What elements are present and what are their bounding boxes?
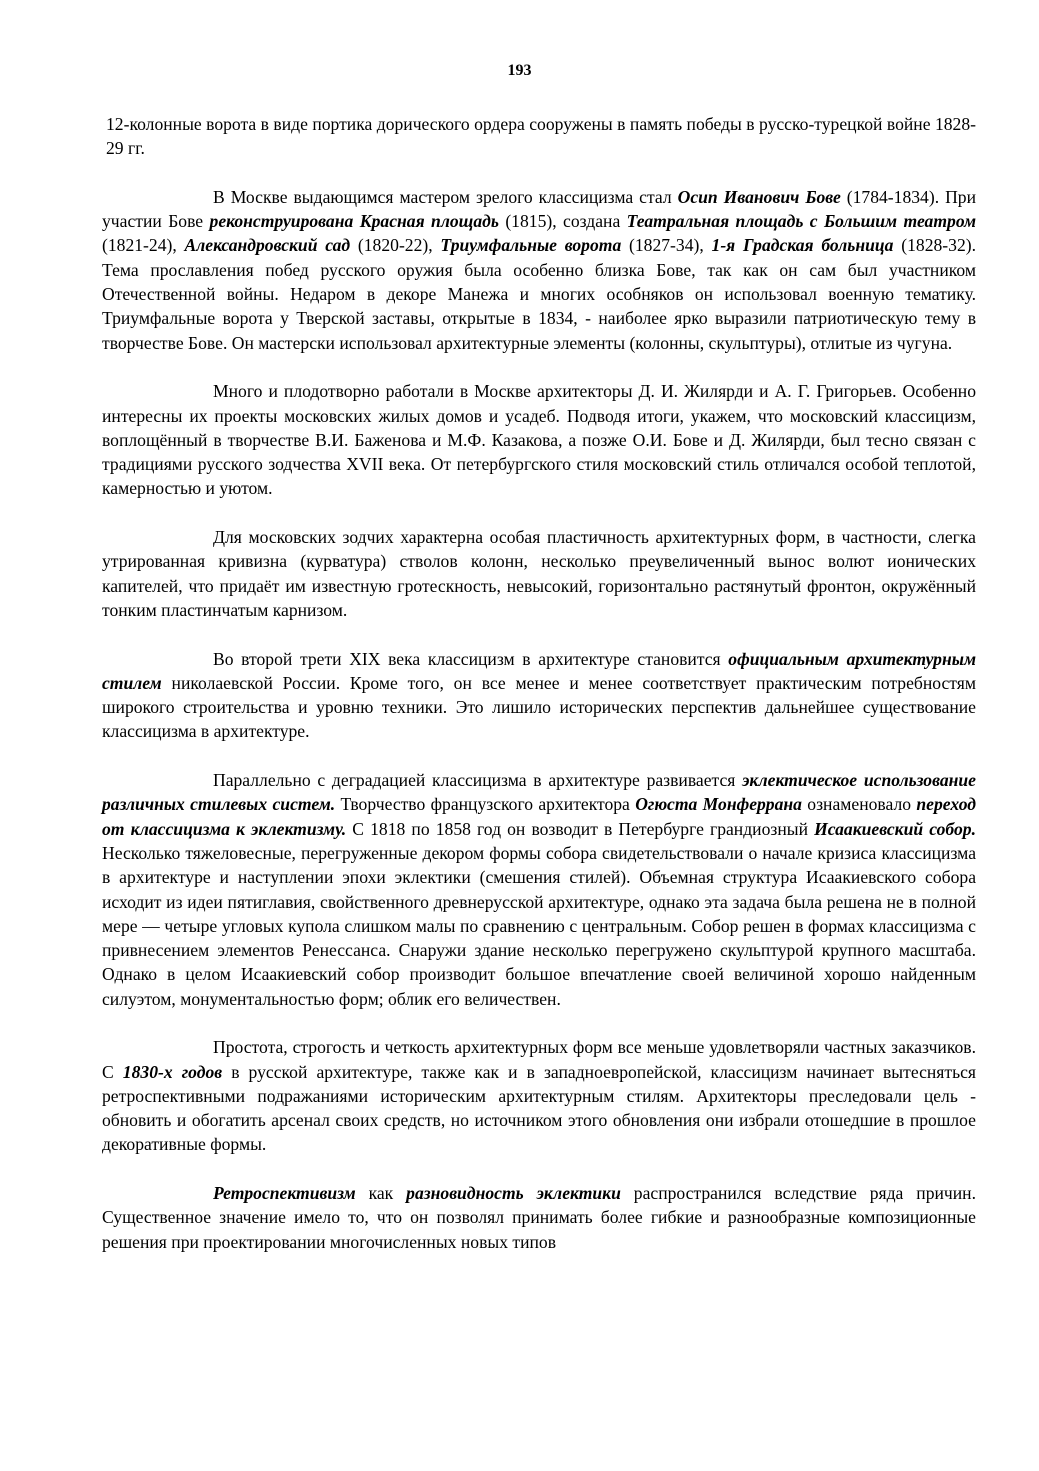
emphasis-term: Театральная площадь с Большим театром — [626, 211, 976, 232]
paragraph — [102, 525, 976, 622]
paragraph — [102, 1035, 976, 1156]
emphasis-term: официальным архитектурным стилем — [102, 648, 976, 693]
text-run: Для московских зодчих характерна особая пластичность архитектурных форм, в частности, слегка утрированная кривизна (курватура) стволов колонн, несколько преувеличенный вынос волют ионических капителей, что придаёт им известную гротескность, невысокий, горизонтально растянутый фронтон, окружённый тонким пластинчатым карнизом. — [102, 527, 976, 620]
paragraph — [102, 1181, 976, 1254]
emphasis-term: 1-я Градская больница — [711, 235, 894, 256]
emphasis-term: разновидность эклектики — [406, 1183, 621, 1204]
text-run: ознаменовало — [801, 794, 917, 815]
emphasis-term: Ретроспективизм — [213, 1183, 356, 1204]
text-run: Параллельно с деградацией классицизма в архитектуре развивается — [213, 770, 743, 791]
paragraph — [102, 647, 976, 744]
emphasis-term: переход от классицизма к эклектизму. — [102, 794, 976, 839]
text-run: Много и плодотворно работали в Москве архитекторы Д. И. Жилярди и А. Г. Григорьев. Особенно интересны их проекты московских жилых домов и усадеб. Подводя итоги, укажем, что московский классицизм, воплощённый в творчестве В.И. Баженова и М.Ф. Казакова, а позже О.И. Бове и Д. Жилярди, был тесно связан с традициями русского зодчества XVII века. От петербургского стиля московский стиль отличался особой теплотой, камерностью и уютом. — [102, 381, 976, 499]
emphasis-term: реконструирована Красная площадь — [209, 211, 499, 232]
text-run: Во второй трети XIX века классицизм в архитектуре становится — [213, 648, 729, 669]
text-run: распространился вследствие ряда причин. Существенное значение имело то, что он позволял принимать более гибкие и разнообразные композиционные решения при проектировании многочисленных новых типов — [102, 1183, 977, 1252]
text-run: в русской архитектуре, также как и в западноевропейской, классицизм начинает вытесняться ретроспективными подражаниями историческим архитектурным стилям. Архитекторы преследовали цель - обновить и обогатить арсенал своих средств, но источником этого обновления они избрали отошедшие в прошлое декоративные формы. — [102, 1061, 976, 1155]
text-run: С 1818 по 1858 год он возводит в Петербурге грандиозный — [346, 818, 815, 839]
paragraph — [102, 768, 976, 1011]
page-number: 193 — [507, 62, 532, 79]
text-run: (1784-1834). При участии Бове — [102, 186, 976, 232]
text-run: (1828-32). Тема прославления побед русского оружия была особенно близка Бове, так как он сам был участником Отечественной войны. Недаром в декоре Манежа и многих особняков он использовал военную тематику. Триумфальные ворота у Тверской заставы, открытые в 1834, - наиболее ярко выразили патриотическую тему в творчестве Бове. Он мастерски использовал архитектурные элементы (колонны, скульптуры), отлитые из чугуна. — [102, 235, 976, 353]
text-run: (1827-34), — [621, 235, 712, 256]
emphasis-term: Осип Иванович Бове — [677, 186, 841, 207]
text-run: Несколько тяжеловесные, перегруженные декором формы собора свидетельствовали о начале кризиса классицизма в архитектуре и наступлении эпохи эклектики (смешения стилей). Объемная структура Исаакиевского собора исходит из идеи пятиглавия, свойственного древнерусской архитектуре, однако эта задача была решена не в полной мере — четыре угловых купола слишком малы по сравнению с центральным. Собор решен в формах классицизма с привнесением элементов Ренессанса. Снаружи здание несколько перегружено скульптурой крупного масштаба. Однако в целом Исаакиевский собор производит большое впечатление своей величиной хорошо найденным силуэтом, монументальностью форм; облик его величествен. — [102, 842, 976, 1009]
document-body — [102, 112, 976, 1278]
emphasis-term: Александровский сад — [184, 235, 351, 256]
text-run: В Москве выдающимся мастером зрелого классицизма стал — [213, 186, 678, 207]
text-run: николаевской России. Кроме того, он все менее и менее соответствует практическим потребностям широкого строительства и уровню техники. Это лишило исторических перспектив дальнейшее существование классицизма в архитектуре. — [102, 672, 976, 742]
text-run: Творчество французского архитектора — [335, 794, 636, 815]
emphasis-term: Триумфальные ворота — [440, 235, 622, 256]
text-run: (1820-22), — [350, 235, 441, 256]
text-run: (1821-24), — [102, 235, 185, 256]
paragraph — [102, 185, 976, 355]
emphasis-term: Огюста Монферрана — [635, 794, 802, 815]
emphasis-term: Исаакиевский собор. — [814, 818, 976, 839]
text-run: (1815), создана — [498, 211, 627, 232]
text-run: как — [355, 1183, 407, 1204]
text-run: Простота, строгость и четкость архитектурных форм все меньше удовлетворяли частных заказчиков. С — [102, 1037, 976, 1082]
paragraph — [106, 112, 976, 161]
emphasis-term: эклектическое использование различных стилевых систем. — [102, 770, 976, 815]
paragraph — [102, 379, 976, 500]
emphasis-term: 1830-х годов — [122, 1061, 223, 1082]
text-run: 12-колонные ворота в виде портика дорического ордера сооружены в память победы в русско-турецкой войне 1828-29 гг. — [106, 114, 976, 159]
